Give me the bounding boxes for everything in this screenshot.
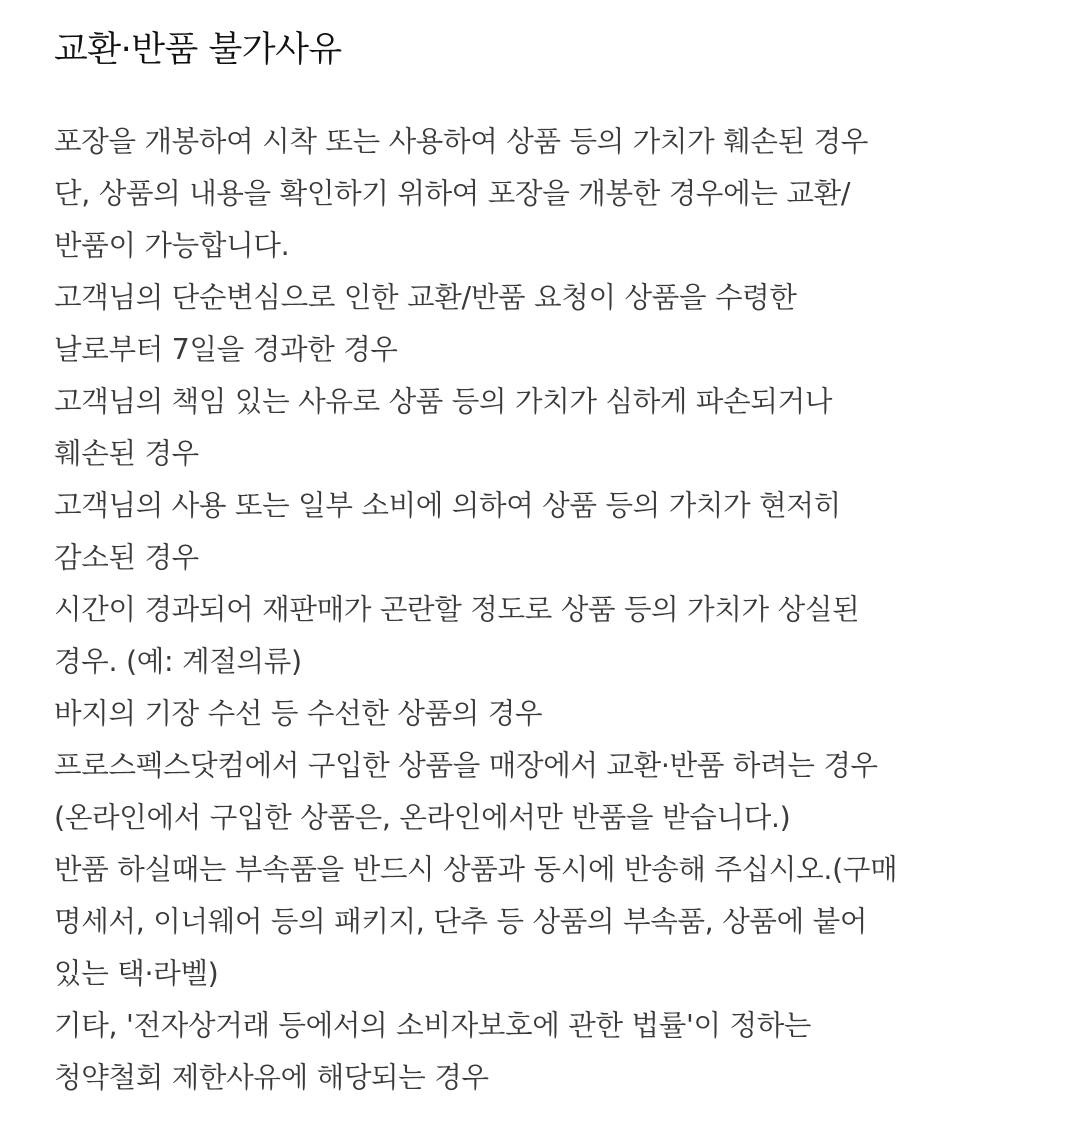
policy-line: 프로스펙스닷컴에서 구입한 상품을 매장에서 교환·반품 하려는 경우 — [54, 749, 878, 782]
policy-line: 있는 택·라벨) — [54, 957, 219, 990]
policy-line: 경우. (예: 계절의류) — [54, 645, 302, 678]
policy-line: 고객님의 책임 있는 사유로 상품 등의 가치가 심하게 파손되거나 — [54, 385, 833, 418]
policy-line: 명세서, 이너웨어 등의 패키지, 단추 등 상품의 부속품, 상품에 붙어 — [54, 905, 868, 938]
policy-line: (온라인에서 구입한 상품은, 온라인에서만 반품을 받습니다.) — [54, 801, 791, 834]
policy-line: 기타, '전자상거래 등에서의 소비자보호에 관한 법률'이 정하는 — [54, 1009, 812, 1042]
policy-line: 포장을 개봉하여 시착 또는 사용하여 상품 등의 가치가 훼손된 경우 — [54, 125, 869, 158]
policy-line: 반품 하실때는 부속품을 반드시 상품과 동시에 반송해 주십시오.(구매 — [54, 853, 898, 886]
policy-line: 날로부터 7일을 경과한 경우 — [54, 333, 398, 366]
policy-line: 단, 상품의 내용을 확인하기 위하여 포장을 개봉한 경우에는 교환/ — [54, 177, 851, 210]
policy-text — [54, 116, 1054, 1104]
policy-line: 바지의 기장 수선 등 수선한 상품의 경우 — [54, 697, 543, 730]
policy-line: 훼손된 경우 — [54, 437, 199, 470]
policy-line: 반품이 가능합니다. — [54, 229, 290, 262]
policy-line: 고객님의 단순변심으로 인한 교환/반품 요청이 상품을 수령한 — [54, 281, 797, 314]
policy-line: 시간이 경과되어 재판매가 곤란할 정도로 상품 등의 가치가 상실된 — [54, 593, 860, 626]
policy-line: 청약철회 제한사유에 해당되는 경우 — [54, 1061, 489, 1094]
policy-line: 감소된 경우 — [54, 541, 199, 574]
policy-line: 고객님의 사용 또는 일부 소비에 의하여 상품 등의 가치가 현저히 — [54, 489, 841, 522]
page-title: 교환·반품 불가사유 — [54, 30, 342, 70]
